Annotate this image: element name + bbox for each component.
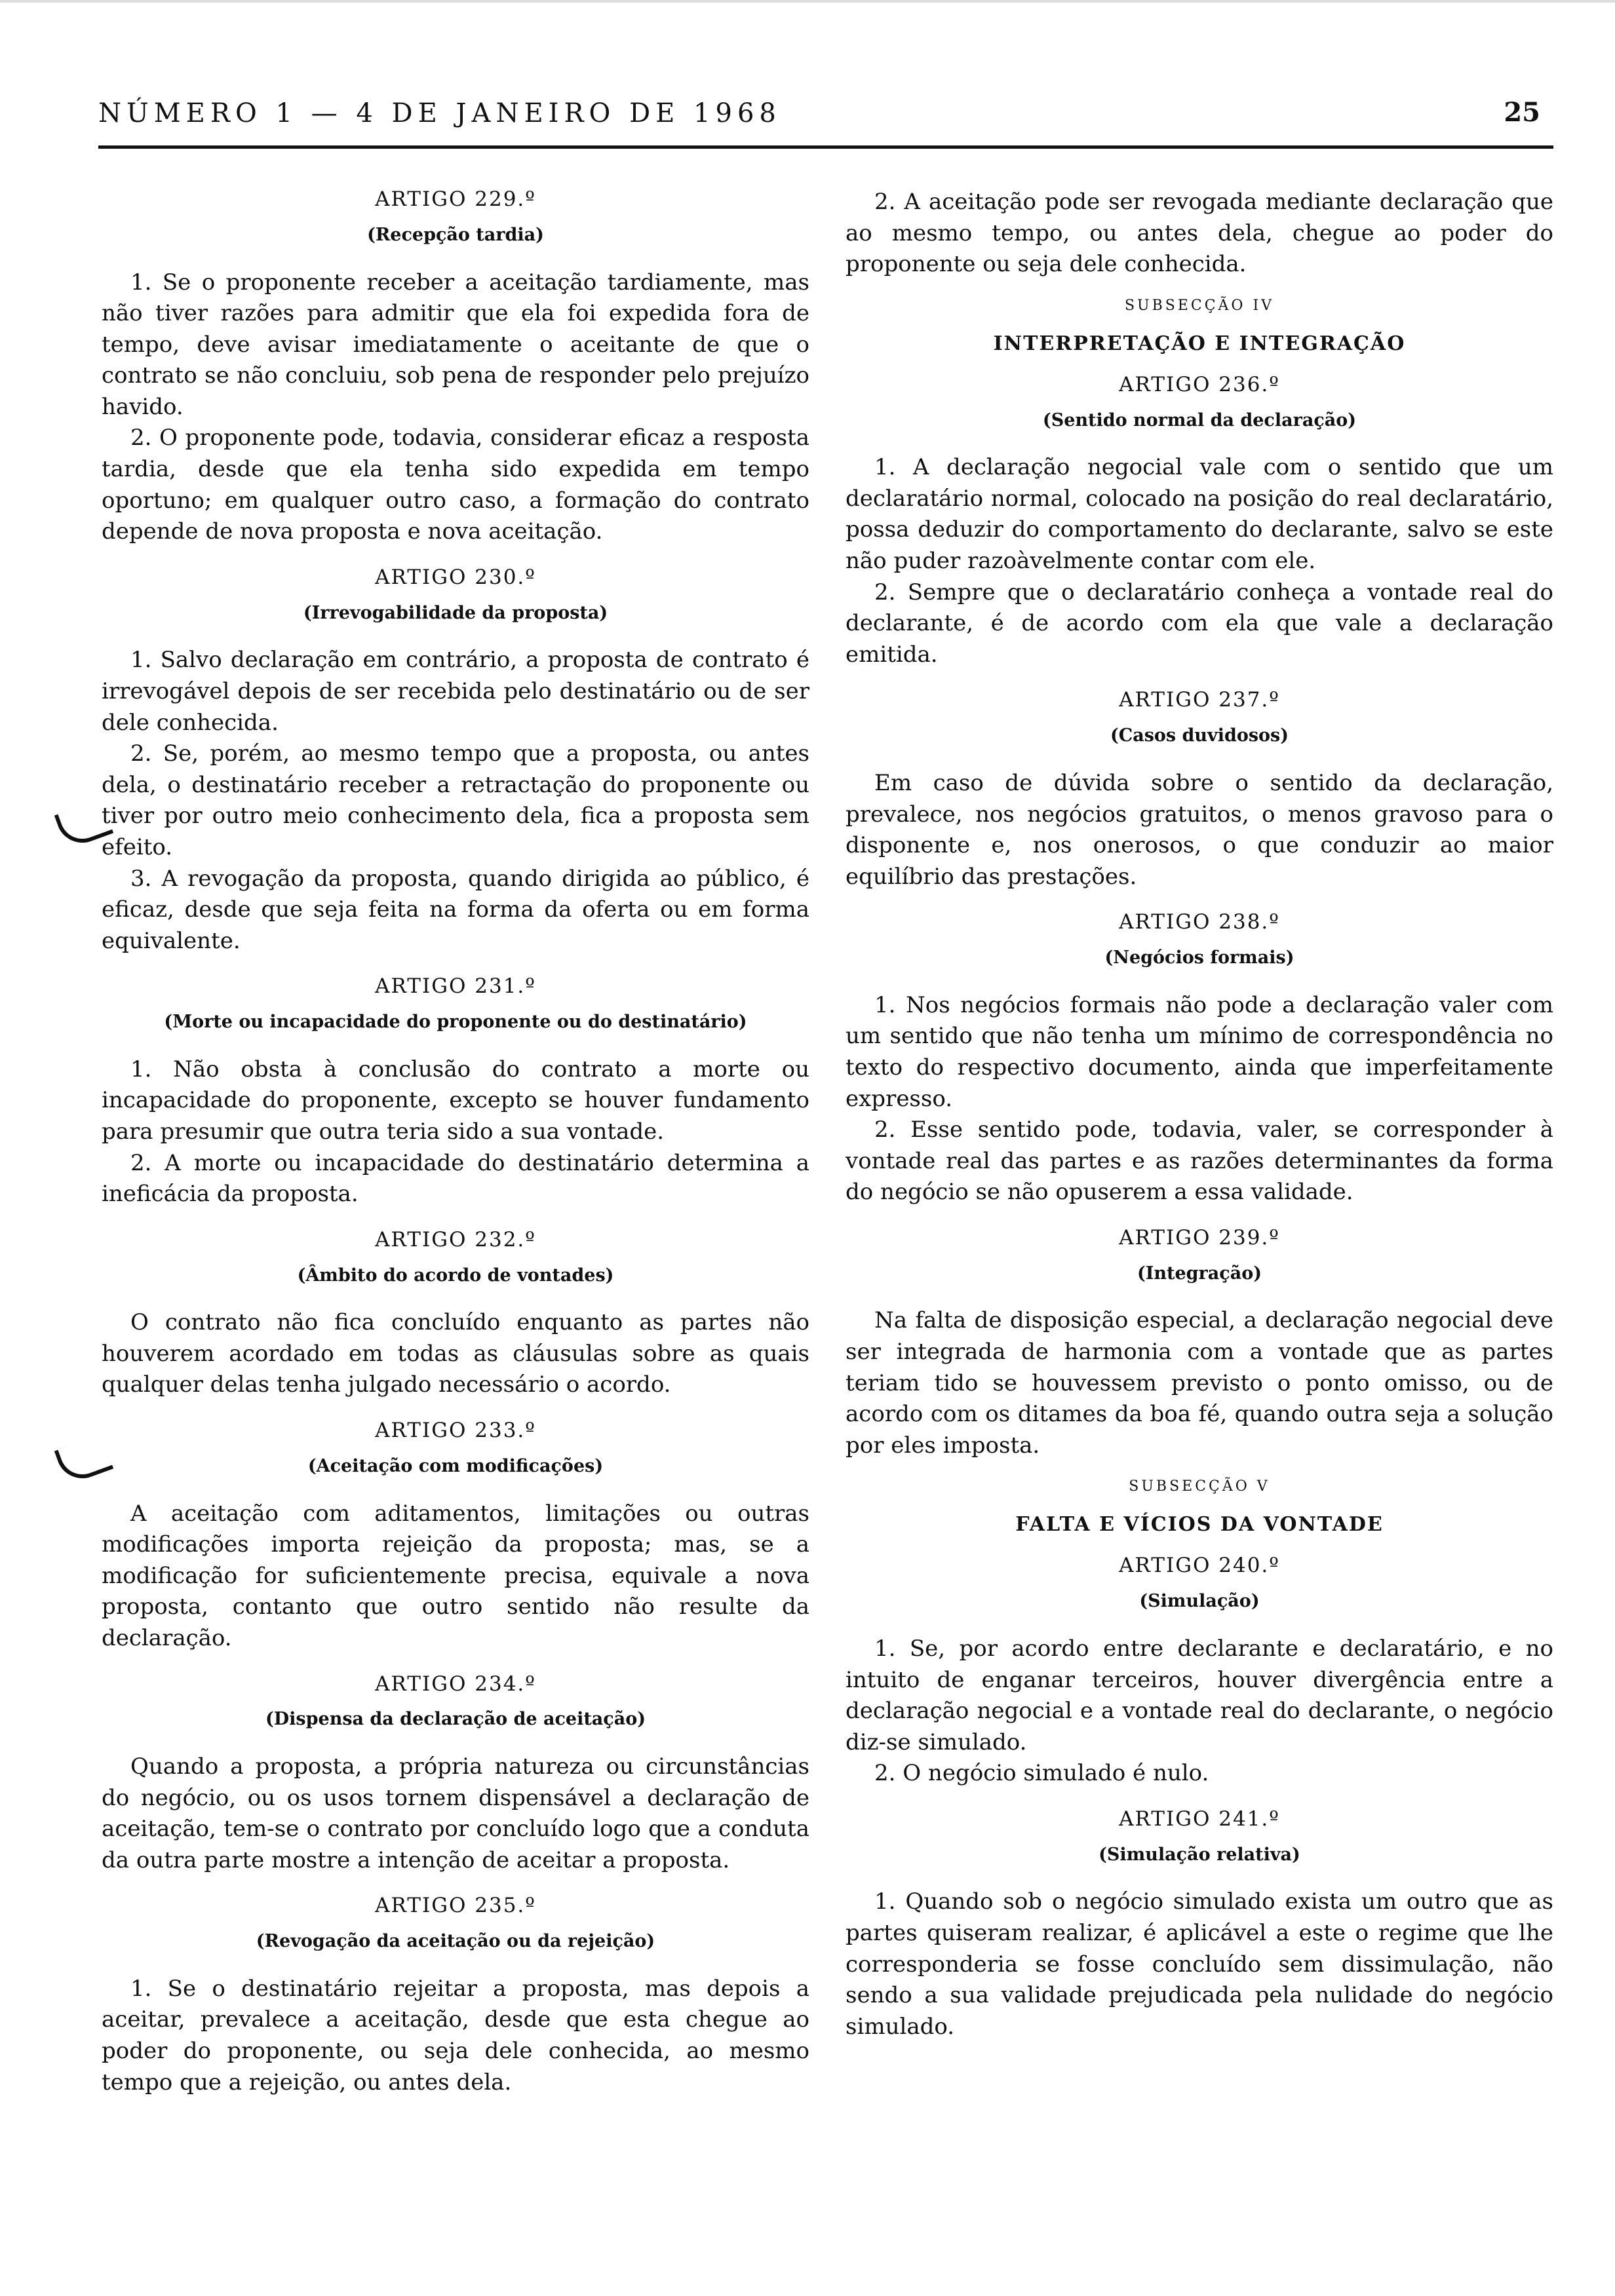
article-number: ARTIGO 238.º	[1119, 910, 1280, 934]
article-heading: (Recepção tardia)	[367, 224, 544, 245]
article-number: ARTIGO 239.º	[1119, 1225, 1280, 1250]
article-paragraph: Em caso de dúvida sobre o sentido da declaração, prevalece, nos negócios gratuitos, o menos gravoso para o disponente e, nos onerosos, o que conduzir ao maior equilíbrio das prestações.	[846, 769, 1553, 890]
article-paragraph: 1. Se o proponente receber a aceitação tardiamente, mas não tiver razões para admitir que ela foi expedida fora de tempo, deve avisar imediatamente o aceitante de que o contrato se não concluiu, sob pena de responder pelo prejuízo havido.	[102, 269, 809, 420]
article-number: ARTIGO 240.º	[1119, 1554, 1280, 1578]
article-number: ARTIGO 235.º	[375, 1894, 536, 1918]
article-heading: (Sentido normal da declaração)	[1042, 410, 1357, 430]
article-number: ARTIGO 230.º	[375, 565, 536, 589]
article-paragraph: 1. Quando sob o negócio simulado exista um outro que as partes quiseram realizar, é aplicável a este o regime que lhe corresponderia se fosse concluído sem dissimulação, não sendo a sua validade prejudicada pela nulidade do negócio simulado.	[846, 1888, 1553, 2040]
left-column	[102, 187, 809, 2115]
article-heading: (Simulação relativa)	[1099, 1844, 1300, 1865]
continuation-paragraph: 2. A aceitação pode ser revogada mediante declaração que ao mesmo tempo, ou antes dela, chegue ao poder do proponente ou seja dele conhecida.	[846, 189, 1553, 278]
top-scan-edge	[0, 0, 1615, 3]
header-title: NÚMERO 1 — 4 DE JANEIRO DE 1968	[98, 98, 781, 128]
article-number: ARTIGO 231.º	[375, 974, 536, 999]
article-paragraph: 1. Nos negócios formais não pode a declaração valer com um sentido que não tenha um mínimo de correspondência no texto do respectivo documento, ainda que imperfeitamente expresso.	[846, 991, 1553, 1112]
article-block	[102, 1672, 809, 1877]
article-paragraph: 1. Se o destinatário rejeitar a proposta, mas depois a aceitar, prevalece a aceitação, desde que esta chegue ao poder do proponente, ou seja dele conhecida, ao mesmo tempo que a rejeição, ou antes dela.	[102, 1975, 809, 2095]
section-title: FALTA E VÍCIOS DA VONTADE	[1015, 1513, 1384, 1537]
article-paragraph: 3. A revogação da proposta, quando dirigida ao público, é eficaz, desde que seja feita na forma da oferta ou em forma equivalente.	[102, 865, 809, 954]
article-number: ARTIGO 241.º	[1119, 1807, 1280, 1831]
article-number: ARTIGO 236.º	[1119, 372, 1280, 396]
article-paragraph: 2. Se, porém, ao mesmo tempo que a proposta, ou antes dela, o destinatário receber a retractação do proponente ou tiver por outro meio conhecimento dela, fica a proposta sem efeito.	[102, 740, 809, 860]
article-paragraph: 2. Sempre que o declaratário conheça a vontade real do declarante, é de acordo com ela que vale a declaração emitida.	[846, 579, 1553, 668]
article-heading: (Aceitação com modificações)	[307, 1455, 604, 1476]
subsection-label: SUBSECÇÃO V	[1129, 1478, 1270, 1495]
article-paragraph: Quando a proposta, a própria natureza ou circunstâncias do negócio, ou os usos tornem dispensável a declaração de aceitação, tem-se o contrato por concluído logo que a conduta da outra parte mostre a intenção de aceitar a proposta.	[102, 1753, 809, 1873]
article-paragraph: 1. Salvo declaração em contrário, a proposta de contrato é irrevogável depois de ser recebida pelo destinatário ou de ser dele conhecida.	[102, 647, 809, 736]
article-block	[846, 372, 1553, 671]
article-heading: (Integração)	[1137, 1263, 1262, 1284]
page-number: 25	[1504, 97, 1540, 128]
article-paragraph: 1. Não obsta à conclusão do contrato a morte ou incapacidade do proponente, excepto se houver fundamento para presumir que outra teria sido a sua vontade.	[102, 1056, 809, 1145]
article-block	[102, 1893, 809, 2098]
article-paragraph: 1. Se, por acordo entre declarante e declaratário, e no intuito de enganar terceiros, houver divergência entre a declaração negocial e a vontade real do declarante, o negócio diz-se simulado.	[846, 1635, 1553, 1755]
article-block	[102, 1227, 809, 1401]
article-number: ARTIGO 229.º	[375, 187, 536, 211]
article-block	[846, 687, 1553, 892]
article-block	[846, 1225, 1553, 1461]
article-paragraph: 2. O proponente pode, todavia, considerar eficaz a resposta tardia, desde que ela tenha sido expedida em tempo oportuno; em qualquer outro caso, a formação do contrato depende de nova proposta e nova aceitação.	[102, 425, 809, 545]
section-title: INTERPRETAÇÃO E INTEGRAÇÃO	[993, 332, 1406, 355]
article-paragraph: A aceitação com aditamentos, limitações ou outras modificações importa rejeição da proposta; mas, se a modificação for suficientemente precisa, equivale a nova proposta, contanto que outro sentido não resulte da declaração.	[102, 1500, 809, 1651]
article-heading: (Âmbito do acordo de vontades)	[297, 1265, 614, 1286]
article-number: ARTIGO 233.º	[375, 1419, 536, 1443]
article-block	[102, 974, 809, 1210]
article-heading: (Casos duvidosos)	[1110, 725, 1289, 746]
article-block	[846, 1553, 1553, 1789]
article-heading: (Simulação)	[1139, 1591, 1260, 1612]
article-heading: (Morte ou incapacidade do proponente ou do destinatário)	[164, 1012, 747, 1033]
article-number: ARTIGO 237.º	[1119, 688, 1280, 712]
article-block	[846, 909, 1553, 1208]
article-paragraph: 2. O negócio simulado é nulo.	[874, 1760, 1209, 1787]
right-column	[846, 187, 1553, 2059]
article-heading: (Irrevogabilidade da proposta)	[303, 602, 608, 623]
article-block	[102, 187, 809, 548]
article-number: ARTIGO 234.º	[375, 1672, 536, 1696]
article-paragraph: 2. Esse sentido pode, todavia, valer, se corresponder à vontade real das partes e as razões determinantes da forma do negócio se não opuserem a essa validade.	[846, 1117, 1553, 1206]
article-paragraph: 1. A declaração negocial vale com o sentido que um declaratário normal, colocado na posição do real declaratário, possa deduzir do comportamento do declarante, salvo se este não puder razoàvelmente contar com ele.	[846, 454, 1553, 575]
article-heading: (Negócios formais)	[1104, 947, 1294, 968]
article-paragraph: 2. A morte ou incapacidade do destinatário determina a ineficácia da proposta.	[102, 1149, 809, 1208]
article-block	[102, 1418, 809, 1654]
article-block	[846, 1807, 1553, 2042]
right-articles-a	[846, 372, 1553, 1462]
page-header	[98, 92, 1540, 144]
article-paragraph: Na falta de disposição especial, a declaração negocial deve ser integrada de harmonia com a vontade que as partes teriam tido se houvessem previsto o ponto omisso, ou de acordo com os ditames da boa fé, quando outra seja a solução por eles imposta.	[846, 1307, 1553, 1459]
article-heading: (Dispensa da declaração de aceitação)	[265, 1709, 646, 1730]
article-number: ARTIGO 232.º	[375, 1227, 536, 1252]
article-block	[102, 565, 809, 957]
right-articles-b	[846, 1553, 1553, 2042]
subsection-label: SUBSECÇÃO IV	[1124, 297, 1275, 314]
header-rule	[98, 145, 1553, 149]
article-paragraph: O contrato não fica concluído enquanto as partes não houverem acordado em todas as cláusulas sobre as quais qualquer delas tenha julgado necessário o acordo.	[102, 1309, 809, 1398]
article-heading: (Revogação da aceitação ou da rejeição)	[256, 1931, 655, 1952]
